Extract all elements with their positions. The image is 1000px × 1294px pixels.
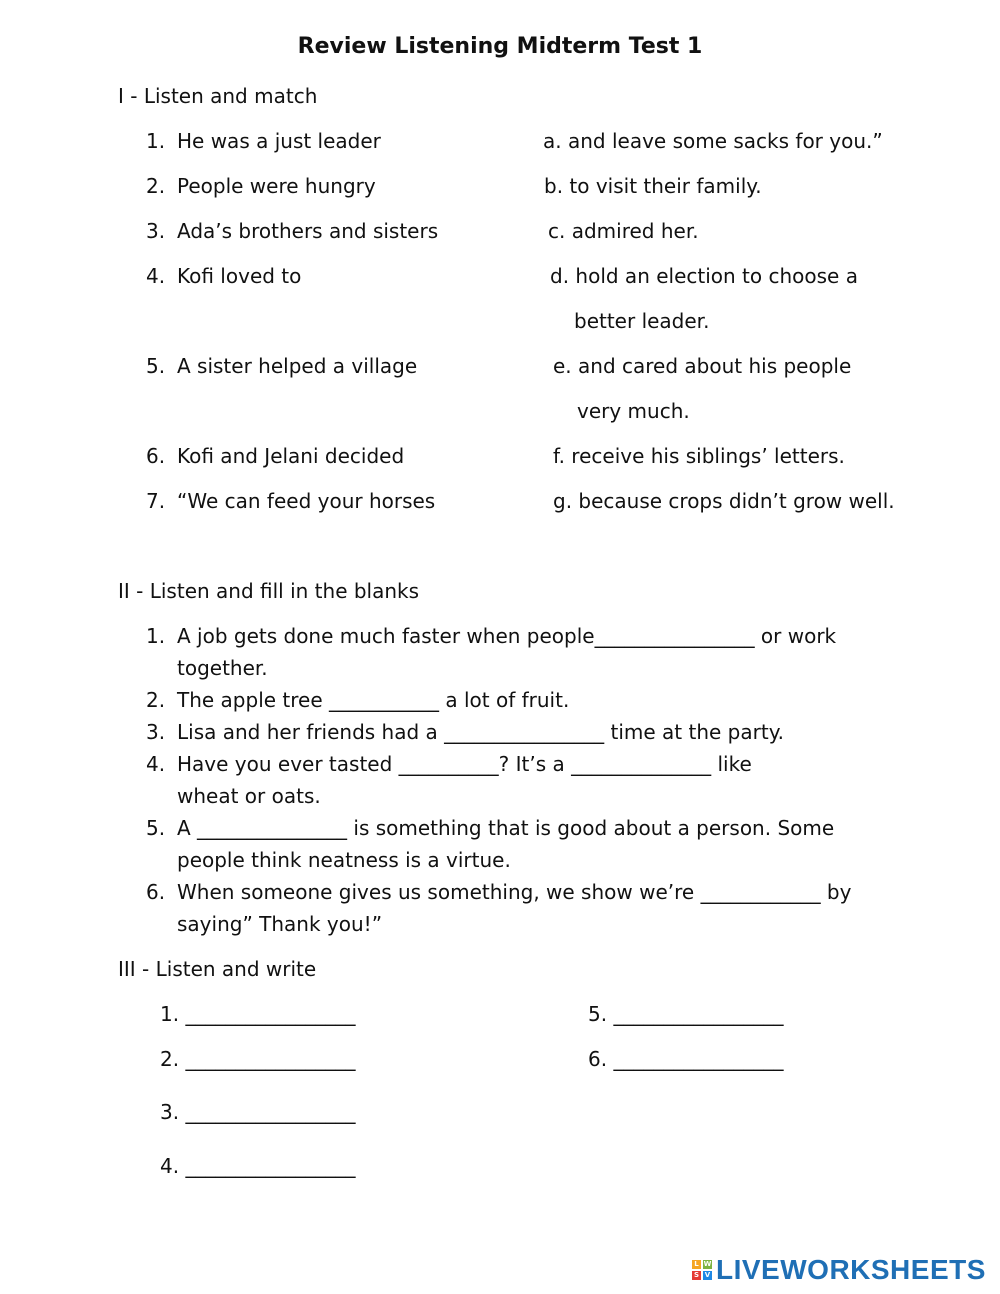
write-item-num: 4. — [160, 1154, 180, 1178]
fill-item-num: 6. — [146, 880, 166, 904]
match-left-text: Ada’s brothers and sisters — [177, 219, 439, 243]
fill-item-num: 2. — [146, 688, 166, 712]
match-right-option: g. because crops didn’t grow well. — [553, 489, 895, 513]
match-left-text: Kofi and Jelani decided — [177, 444, 405, 468]
match-right-option-cont: better leader. — [574, 309, 710, 333]
section-2-heading: II - Listen and fill in the blanks — [118, 579, 420, 603]
match-left-num: 6. — [146, 444, 166, 468]
match-right-option: e. and cared about his people — [553, 354, 852, 378]
fill-item-num: 1. — [146, 624, 166, 648]
fill-item-text-cont: together. — [177, 656, 268, 680]
write-item — [588, 1047, 783, 1071]
match-left-num: 5. — [146, 354, 166, 378]
write-item — [588, 1002, 783, 1026]
write-item-blank: _________________ — [185, 1002, 356, 1026]
fill-item-text: Have you ever tasted __________? It’s a ______________ like — [177, 752, 752, 776]
write-item-num: 6. — [588, 1047, 608, 1071]
write-item — [160, 1047, 355, 1071]
fill-item-text-cont: wheat or oats. — [177, 784, 321, 808]
write-item — [160, 1002, 355, 1026]
fill-item-num: 5. — [146, 816, 166, 840]
match-right-option: f. receive his siblings’ letters. — [553, 444, 845, 468]
liveworksheets-logo-text: LIVEWORKSHEETS — [716, 1254, 986, 1285]
match-left-num: 4. — [146, 264, 166, 288]
section-1-heading: I - Listen and match — [118, 84, 318, 108]
fill-item-text: Lisa and her friends had a ________________ time at the party. — [177, 720, 785, 744]
write-item — [160, 1154, 355, 1178]
logo-mark-cell: W — [703, 1260, 712, 1268]
write-item-blank: _________________ — [185, 1100, 356, 1124]
liveworksheets-logo-icon — [692, 1260, 712, 1280]
fill-item-text: A job gets done much faster when people________________ or work — [177, 624, 837, 648]
fill-item-text: The apple tree ___________ a lot of fruit. — [177, 688, 570, 712]
fill-item-num: 4. — [146, 752, 166, 776]
match-left-num: 2. — [146, 174, 166, 198]
match-right-option: b. to visit their family. — [544, 174, 762, 198]
match-left-text: Kofi loved to — [177, 264, 302, 288]
match-right-option: c. admired her. — [548, 219, 699, 243]
match-left-num: 3. — [146, 219, 166, 243]
write-item-num: 3. — [160, 1100, 180, 1124]
match-left-num: 7. — [146, 489, 166, 513]
write-item-num: 2. — [160, 1047, 180, 1071]
write-item-num: 1. — [160, 1002, 180, 1026]
match-left-text: He was a just leader — [177, 129, 381, 153]
write-item-blank: _________________ — [613, 1002, 784, 1026]
logo-mark-cell: L — [692, 1260, 701, 1269]
match-left-text: “We can feed your horses — [177, 489, 436, 513]
write-item-num: 5. — [588, 1002, 608, 1026]
match-right-option: d. hold an election to choose a — [550, 264, 858, 288]
write-item-blank: _________________ — [185, 1047, 356, 1071]
logo-mark-cell: V — [704, 1271, 711, 1279]
write-item-blank: _________________ — [185, 1154, 356, 1178]
write-item-blank: _________________ — [613, 1047, 784, 1071]
liveworksheets-logo — [692, 1254, 986, 1286]
match-left-num: 1. — [146, 129, 166, 153]
match-right-option-cont: very much. — [577, 399, 690, 423]
logo-mark-cell: S — [693, 1271, 700, 1279]
match-right-option: a. and leave some sacks for you.” — [543, 129, 883, 153]
fill-item-text-cont: saying” Thank you!” — [177, 912, 383, 936]
match-left-text: People were hungry — [177, 174, 376, 198]
fill-item-text-cont: people think neatness is a virtue. — [177, 848, 511, 872]
fill-item-num: 3. — [146, 720, 166, 744]
fill-item-text: When someone gives us something, we show we’re ____________ by — [177, 880, 852, 904]
fill-item-text: A _______________ is something that is good about a person. Some — [177, 816, 835, 840]
write-item — [160, 1100, 355, 1124]
match-left-text: A sister helped a village — [177, 354, 418, 378]
section-3-heading: III - Listen and write — [118, 957, 317, 981]
page-title: Review Listening Midterm Test 1 — [297, 34, 703, 59]
